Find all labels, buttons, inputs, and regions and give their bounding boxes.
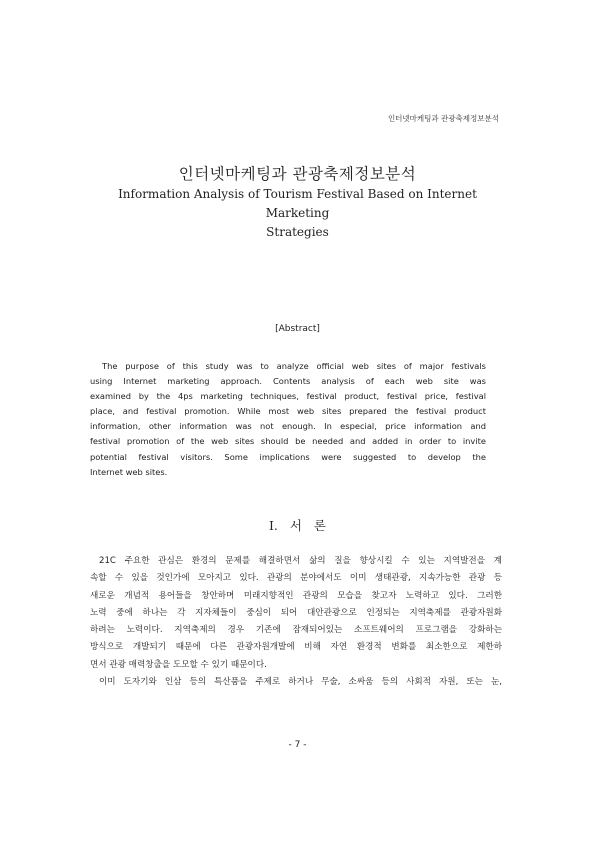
body-line: 속할 수 있을 것인가에 모아지고 있다. 관광의 분야에서도 이미 생태관광, 지속가능한 관광 등 (90, 573, 502, 584)
body-line: 방식으로 개발되기 때문에 다른 관광자원개발에 비해 자연 환경적 변화를 최소한으로 제한하 (90, 642, 502, 653)
page-number: - 7 - (288, 740, 307, 750)
paper-title-english-line-2: Strategies (266, 225, 329, 239)
body-line: 면서 관광 매력창출을 도모할 수 있기 때문이다. (90, 659, 267, 670)
abstract-line: Internet web sites. (90, 466, 168, 477)
abstract-heading: [Abstract] (275, 324, 320, 334)
running-header: 인터넷마케팅과 관광축제정보분석 (387, 114, 499, 123)
paper-title-korean: 인터넷마케팅과 관광축제정보분석 (178, 165, 417, 183)
body-line: 이미 도자기와 인삼 등의 특산품을 주제로 하거나 무술, 소싸움 등의 사회적 자원, 또는 눈, (99, 677, 502, 688)
body-line: 21C 주요한 관심은 환경의 문제를 해결하면서 삶의 질을 향상시킬 수 있는 지역발전을 계 (99, 556, 502, 566)
paper-title-english (90, 185, 505, 242)
body-text (90, 553, 502, 691)
paper-title-english-line-1: Information Analysis of Tourism Festival Based on Internet Marketing (118, 187, 477, 220)
abstract-line: information, other information was not enough. In especial, price information and (90, 421, 486, 432)
body-line: 노력 중에 하나는 각 지자체들이 중심이 되어 대안관광으로 인정되는 지역축제를 관광자원화 (90, 607, 502, 618)
abstract-line: potential festival visitors. Some implications were suggested to develop the (90, 451, 486, 462)
abstract-line: examined by the 4ps marketing techniques, festival product, festival price, festival (90, 391, 486, 402)
body-line: 하려는 노력이다. 지역축제의 경우 기존에 잠재되어있는 소프트웨어의 프로그램을 강화하는 (90, 625, 502, 636)
body-line: 새로운 개념적 용어들을 창안하며 미래지향적인 관광의 모습을 찾고자 노력하고 있다. 그러한 (90, 590, 502, 601)
abstract-line: The purpose of this study was to analyze official web sites of major festivals (102, 361, 486, 371)
abstract-body (90, 359, 486, 480)
section-heading-introduction: I. 서 론 (268, 518, 326, 533)
abstract-line: festival promotion of the web sites should be needed and added in order to invite (90, 436, 486, 447)
abstract-line: using Internet marketing approach. Contents analysis of each web site was (90, 376, 486, 387)
abstract-line: place, and festival promotion. While most web sites prepared the festival product (90, 406, 486, 417)
